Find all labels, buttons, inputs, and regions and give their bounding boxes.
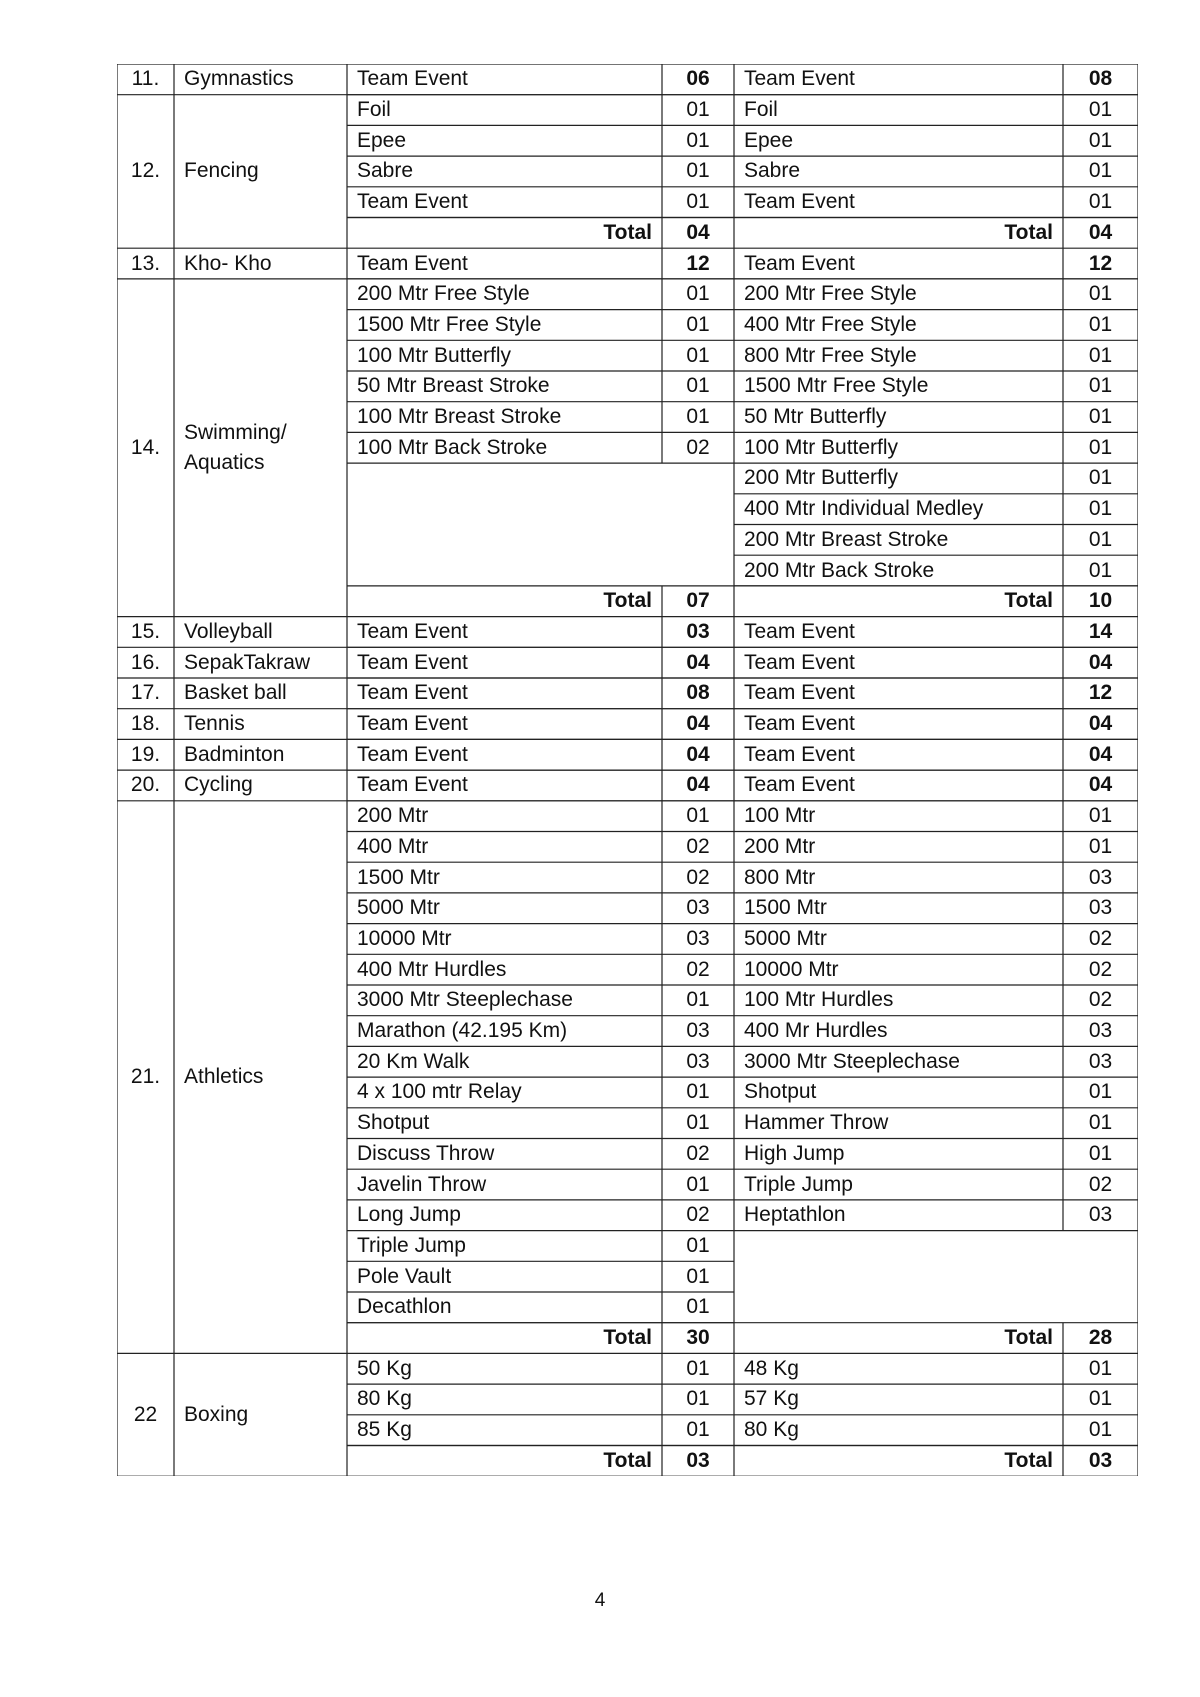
- women-total-count: 28: [1088, 1326, 1113, 1350]
- men-event-count: 02: [686, 834, 710, 858]
- women-event-name: 57 Kg: [744, 1387, 799, 1411]
- men-event-name: Team Event: [357, 650, 468, 674]
- men-event-count: 01: [686, 1172, 710, 1196]
- sport-name: Tennis: [184, 712, 245, 736]
- men-total-label: Total: [603, 220, 652, 244]
- men-event-count: 01: [686, 374, 710, 398]
- women-event-count: 01: [1088, 128, 1113, 152]
- sport-name-line2: Aquatics: [184, 450, 265, 474]
- women-event-name: 5000 Mtr: [744, 926, 827, 950]
- sport-name: Badminton: [184, 742, 285, 766]
- men-event-count: 02: [686, 1141, 710, 1165]
- women-event-name: 48 Kg: [744, 1356, 799, 1380]
- men-event-name: Team Event: [357, 742, 468, 766]
- men-event-name: 5000 Mtr: [357, 896, 440, 920]
- women-event-count: 01: [1088, 804, 1113, 828]
- women-event-name: 200 Mtr: [744, 834, 816, 858]
- women-event-name: 50 Mtr Butterfly: [744, 405, 887, 429]
- women-event-count: 01: [1088, 558, 1113, 582]
- men-event-count: 08: [686, 681, 710, 705]
- women-event-count: 04: [1088, 650, 1113, 674]
- men-event-count: 03: [686, 1019, 710, 1043]
- men-event-name: Long Jump: [357, 1203, 461, 1227]
- women-event-name: 400 Mr Hurdles: [744, 1019, 888, 1043]
- men-event-count: 01: [686, 1356, 710, 1380]
- men-event-count: 01: [686, 1387, 710, 1411]
- women-event-name: Triple Jump: [744, 1172, 853, 1196]
- men-event-name: Team Event: [357, 190, 468, 214]
- women-event-count: 02: [1088, 957, 1113, 981]
- women-total-label: Total: [1004, 1326, 1053, 1350]
- men-event-name: Foil: [357, 98, 391, 122]
- women-event-count: 01: [1088, 466, 1113, 490]
- men-event-name: Team Event: [357, 681, 468, 705]
- men-event-count: 01: [686, 98, 710, 122]
- men-event-name: 20 Km Walk: [357, 1049, 470, 1073]
- men-event-count: 06: [686, 67, 710, 91]
- women-event-count: 01: [1088, 1387, 1113, 1411]
- women-event-count: 14: [1088, 619, 1113, 643]
- women-event-count: 01: [1088, 405, 1113, 429]
- men-total-count: 04: [686, 220, 710, 244]
- women-event-count: 04: [1088, 712, 1113, 736]
- row-number: 21.: [130, 1065, 161, 1089]
- women-event-name: 200 Mtr Butterfly: [744, 466, 899, 490]
- women-event-count: 01: [1088, 834, 1113, 858]
- women-event-name: Heptathlon: [744, 1203, 846, 1227]
- men-event-count: 01: [686, 1264, 710, 1288]
- men-event-count: 02: [686, 865, 710, 889]
- women-event-count: 01: [1088, 282, 1113, 306]
- row-number: 20.: [130, 773, 161, 797]
- men-event-name: Team Event: [357, 67, 468, 91]
- row-number: 16.: [130, 650, 161, 674]
- women-event-count: 02: [1088, 926, 1113, 950]
- women-event-name: Team Event: [744, 650, 855, 674]
- women-event-count: 03: [1088, 896, 1113, 920]
- men-event-name: Shotput: [357, 1111, 430, 1135]
- men-event-count: 12: [686, 251, 710, 275]
- sport-name: Athletics: [184, 1065, 264, 1089]
- men-event-name: 100 Mtr Butterfly: [357, 343, 512, 367]
- men-event-name: Javelin Throw: [357, 1172, 487, 1196]
- row-number: 18.: [130, 712, 161, 736]
- women-event-count: 08: [1088, 67, 1113, 91]
- men-event-name: Decathlon: [357, 1295, 452, 1319]
- women-event-count: 01: [1088, 374, 1113, 398]
- men-event-name: Pole Vault: [357, 1264, 452, 1288]
- men-event-name: 100 Mtr Back Stroke: [357, 435, 548, 459]
- men-event-count: 01: [686, 343, 710, 367]
- men-event-count: 03: [686, 926, 710, 950]
- women-event-name: Epee: [744, 128, 794, 152]
- men-event-name: Team Event: [357, 773, 468, 797]
- women-event-count: 12: [1088, 251, 1113, 275]
- women-event-name: Shotput: [744, 1080, 817, 1104]
- women-event-count: 01: [1088, 343, 1113, 367]
- women-event-count: 01: [1088, 1418, 1113, 1442]
- women-event-count: 04: [1088, 773, 1113, 797]
- women-event-name: Team Event: [744, 712, 855, 736]
- women-event-name: 100 Mtr Hurdles: [744, 988, 894, 1012]
- row-number: 17.: [130, 681, 161, 705]
- women-event-count: 03: [1088, 1049, 1113, 1073]
- sport-name: Boxing: [184, 1402, 249, 1426]
- sport-name: Kho- Kho: [184, 251, 272, 275]
- women-event-name: Sabre: [744, 159, 801, 183]
- men-event-count: 01: [686, 988, 710, 1012]
- women-event-count: 01: [1088, 435, 1113, 459]
- men-event-name: Triple Jump: [357, 1233, 466, 1257]
- men-event-count: 04: [686, 773, 710, 797]
- sport-name: Volleyball: [184, 619, 273, 643]
- women-event-name: 1500 Mtr Free Style: [744, 374, 929, 398]
- table-grid: [117, 64, 1138, 1476]
- row-number: 12.: [130, 159, 161, 183]
- women-event-name: 10000 Mtr: [744, 957, 839, 981]
- men-event-count: 02: [686, 1203, 710, 1227]
- women-event-name: Team Event: [744, 251, 855, 275]
- men-event-count: 03: [686, 896, 710, 920]
- women-event-count: 04: [1088, 742, 1113, 766]
- men-event-name: 400 Mtr Hurdles: [357, 957, 507, 981]
- men-event-count: 01: [686, 1233, 710, 1257]
- sport-name: Basket ball: [184, 681, 287, 705]
- women-event-count: 03: [1088, 865, 1113, 889]
- men-event-count: 01: [686, 1418, 710, 1442]
- women-event-count: 01: [1088, 527, 1113, 551]
- men-event-count: 04: [686, 712, 710, 736]
- men-event-count: 02: [686, 957, 710, 981]
- women-event-name: 1500 Mtr: [744, 896, 827, 920]
- row-number: 14.: [130, 435, 161, 459]
- men-event-name: 50 Mtr Breast Stroke: [357, 374, 550, 398]
- sport-name: Fencing: [184, 159, 259, 183]
- women-event-count: 01: [1088, 1111, 1113, 1135]
- men-total-label: Total: [603, 1326, 652, 1350]
- events-table: [117, 64, 1138, 1476]
- men-event-count: 03: [686, 619, 710, 643]
- women-event-count: 01: [1088, 312, 1113, 336]
- men-event-count: 01: [686, 312, 710, 336]
- women-event-count: 12: [1088, 681, 1113, 705]
- women-event-count: 01: [1088, 1080, 1113, 1104]
- men-event-name: 80 Kg: [357, 1387, 412, 1411]
- women-total-label: Total: [1004, 1448, 1053, 1472]
- women-event-count: 01: [1088, 1141, 1113, 1165]
- men-event-count: 01: [686, 804, 710, 828]
- women-event-name: 200 Mtr Back Stroke: [744, 558, 935, 582]
- men-event-name: 1500 Mtr Free Style: [357, 312, 542, 336]
- men-event-name: Team Event: [357, 712, 468, 736]
- men-event-name: Marathon (42.195 Km): [357, 1019, 568, 1043]
- women-event-name: Foil: [744, 98, 778, 122]
- sport-name: Cycling: [184, 773, 253, 797]
- women-event-count: 01: [1088, 98, 1113, 122]
- women-event-name: 100 Mtr: [744, 804, 816, 828]
- sport-name: Swimming/: [184, 420, 287, 444]
- sport-name: Gymnastics: [184, 67, 294, 91]
- men-event-name: Team Event: [357, 619, 468, 643]
- men-total-count: 07: [686, 589, 710, 613]
- women-event-count: 02: [1088, 1172, 1113, 1196]
- men-event-name: 200 Mtr: [357, 804, 429, 828]
- men-event-count: 01: [686, 159, 710, 183]
- women-total-count: 04: [1088, 220, 1113, 244]
- men-event-name: Sabre: [357, 159, 414, 183]
- men-event-name: Discuss Throw: [357, 1141, 495, 1165]
- men-event-name: 1500 Mtr: [357, 865, 440, 889]
- women-event-name: Team Event: [744, 681, 855, 705]
- women-event-name: 100 Mtr Butterfly: [744, 435, 899, 459]
- women-event-name: 800 Mtr: [744, 865, 816, 889]
- women-event-name: 200 Mtr Free Style: [744, 282, 917, 306]
- women-event-name: Team Event: [744, 67, 855, 91]
- women-event-name: High Jump: [744, 1141, 845, 1165]
- men-total-label: Total: [603, 589, 652, 613]
- men-event-count: 04: [686, 650, 710, 674]
- women-event-name: Team Event: [744, 190, 855, 214]
- women-event-count: 02: [1088, 988, 1113, 1012]
- men-event-name: 400 Mtr: [357, 834, 429, 858]
- men-total-label: Total: [603, 1448, 652, 1472]
- row-number: 22: [133, 1402, 158, 1426]
- men-event-name: 10000 Mtr: [357, 926, 452, 950]
- men-event-name: 4 x 100 mtr Relay: [357, 1080, 522, 1104]
- men-event-count: 03: [686, 1049, 710, 1073]
- men-event-name: 200 Mtr Free Style: [357, 282, 530, 306]
- row-number: 11.: [131, 67, 160, 91]
- men-event-count: 04: [686, 742, 710, 766]
- row-number: 19.: [130, 742, 161, 766]
- men-event-name: 3000 Mtr Steeplechase: [357, 988, 573, 1012]
- men-event-name: Team Event: [357, 251, 468, 275]
- men-event-name: 100 Mtr Breast Stroke: [357, 405, 562, 429]
- women-event-name: Hammer Throw: [744, 1111, 889, 1135]
- women-event-name: Team Event: [744, 773, 855, 797]
- men-event-name: 85 Kg: [357, 1418, 412, 1442]
- men-event-name: 50 Kg: [357, 1356, 412, 1380]
- men-event-name: Epee: [357, 128, 407, 152]
- women-event-name: 400 Mtr Free Style: [744, 312, 917, 336]
- women-event-name: 3000 Mtr Steeplechase: [744, 1049, 960, 1073]
- row-number: 15.: [130, 619, 161, 643]
- men-event-count: 02: [686, 435, 710, 459]
- men-event-count: 01: [686, 190, 710, 214]
- women-event-name: Team Event: [744, 619, 855, 643]
- women-total-count: 03: [1088, 1448, 1113, 1472]
- women-event-name: 200 Mtr Breast Stroke: [744, 527, 949, 551]
- page-number: 4: [594, 1590, 606, 1611]
- women-total-count: 10: [1088, 589, 1113, 613]
- women-event-count: 01: [1088, 497, 1113, 521]
- women-event-name: Team Event: [744, 742, 855, 766]
- women-event-name: 800 Mtr Free Style: [744, 343, 917, 367]
- men-event-count: 01: [686, 1111, 710, 1135]
- men-event-count: 01: [686, 282, 710, 306]
- women-total-label: Total: [1004, 589, 1053, 613]
- row-number: 13.: [130, 251, 161, 275]
- women-total-label: Total: [1004, 220, 1053, 244]
- women-event-count: 03: [1088, 1019, 1113, 1043]
- women-event-count: 03: [1088, 1203, 1113, 1227]
- men-event-count: 01: [686, 405, 710, 429]
- women-event-count: 01: [1088, 159, 1113, 183]
- men-total-count: 03: [686, 1448, 710, 1472]
- sport-name: SepakTakraw: [184, 650, 311, 674]
- men-event-count: 01: [686, 128, 710, 152]
- women-event-name: 80 Kg: [744, 1418, 799, 1442]
- women-event-count: 01: [1088, 1356, 1113, 1380]
- women-event-name: 400 Mtr Individual Medley: [744, 497, 984, 521]
- men-total-count: 30: [686, 1326, 710, 1350]
- men-event-count: 01: [686, 1080, 710, 1104]
- women-event-count: 01: [1088, 190, 1113, 214]
- men-event-count: 01: [686, 1295, 710, 1319]
